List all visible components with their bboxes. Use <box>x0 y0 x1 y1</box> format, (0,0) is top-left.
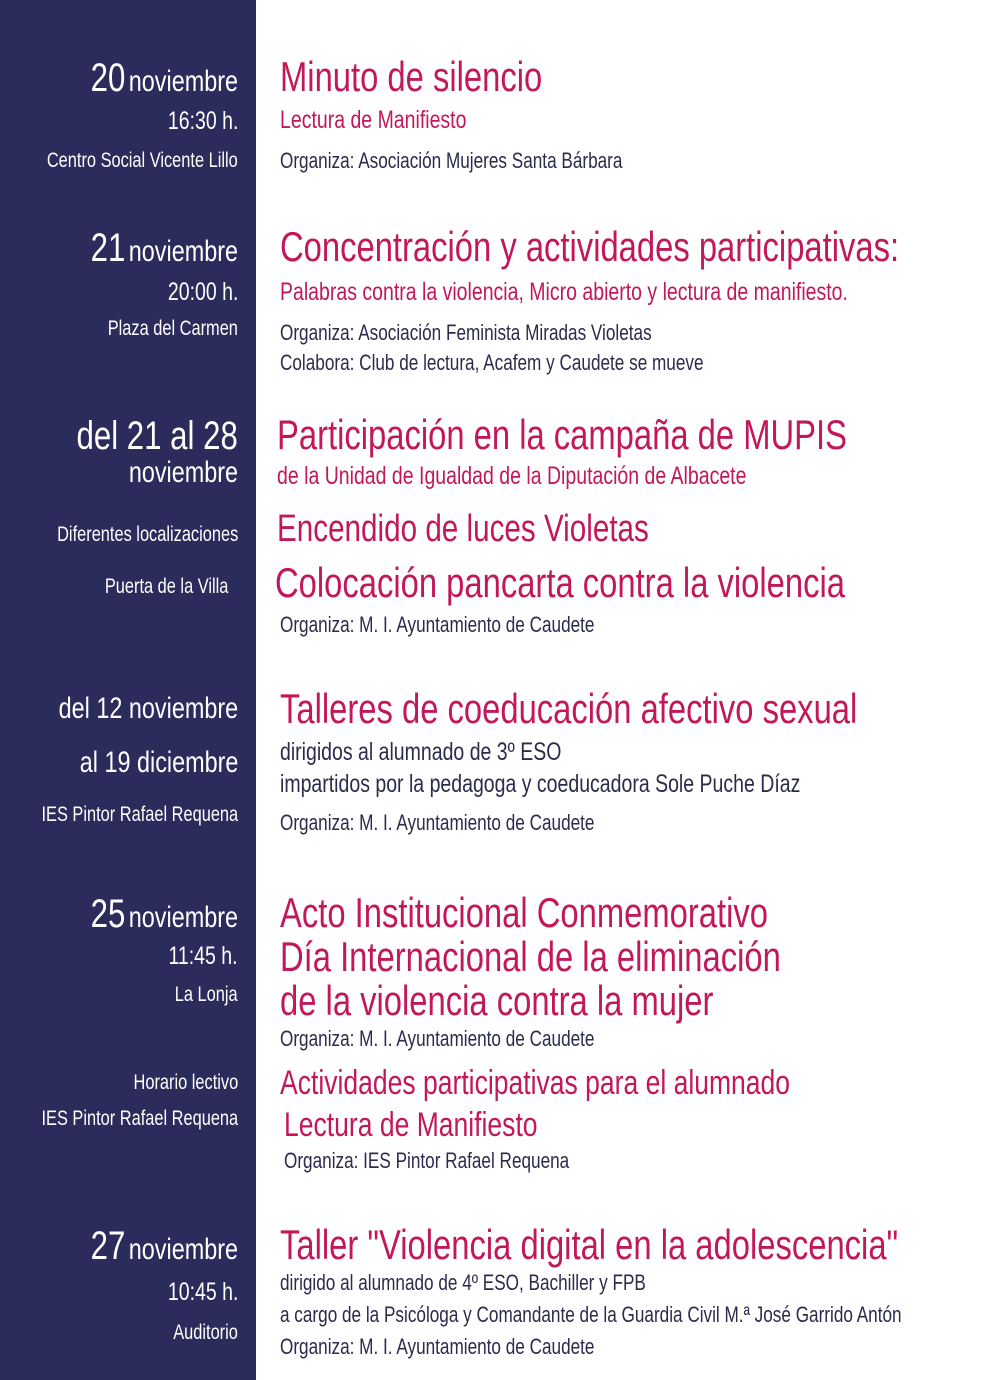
event-date: del 21 al 28 <box>76 414 238 458</box>
event-title: Talleres de coeducación afectivo sexual <box>280 685 858 732</box>
event-location: IES Pintor Rafael Requena <box>41 803 238 826</box>
event-title: Concentración y actividades participativas: <box>280 223 900 270</box>
event-organizer: Organiza: M. I. Ayuntamiento de Caudete <box>280 1334 595 1359</box>
event-title: Acto Institucional Conmemorativo <box>280 889 768 936</box>
event-time: 20:00 h. <box>167 278 238 306</box>
event-location: IES Pintor Rafael Requena <box>41 1107 238 1130</box>
event-date: 27 noviembre <box>90 1224 238 1268</box>
event-time: 11:45 h. <box>168 942 238 970</box>
event-organizer: Organiza: Asociación Feminista Miradas Violetas <box>280 320 652 345</box>
event-title: de la violencia contra la mujer <box>280 977 714 1024</box>
event-time: 10:45 h. <box>167 1278 238 1306</box>
event-title: Minuto de silencio <box>280 53 543 100</box>
event-title: Día Internacional de la eliminación <box>280 933 781 980</box>
date-sidebar <box>0 0 256 1380</box>
event-date: del 12 noviembre <box>58 692 238 725</box>
event-location: Auditorio <box>173 1321 238 1344</box>
event-subtitle: Palabras contra la violencia, Micro abierto y lectura de manifiesto. <box>280 278 848 306</box>
event-date-end: al 19 diciembre <box>79 746 238 779</box>
event-subtitle: Colocación pancarta contra la violencia <box>275 559 845 606</box>
event-subtitle: Encendido de luces Violetas <box>277 508 649 550</box>
event-organizer: Organiza: IES Pintor Rafael Requena <box>284 1148 570 1173</box>
event-location: Centro Social Vicente Lillo <box>47 149 238 172</box>
event-description: dirigidos al alumnado de 3º ESO <box>280 738 562 766</box>
event-subtitle: de la Unidad de Igualdad de la Diputación de Albacete <box>277 462 747 490</box>
event-location: Puerta de la Villa <box>104 575 228 598</box>
event-location: Diferentes localizaciones <box>56 523 238 546</box>
event-organizer: Organiza: M. I. Ayuntamiento de Caudete <box>280 1026 595 1051</box>
event-description: impartidos por la pedagoga y coeducadora Sole Puche Díaz <box>280 770 801 798</box>
event-subtitle: Lectura de Manifiesto <box>280 106 467 134</box>
event-organizer: Organiza: Asociación Mujeres Santa Bárbara <box>280 148 623 173</box>
event-description: a cargo de la Psicóloga y Comandante de la Guardia Civil M.ª José Garrido Antón <box>280 1302 902 1327</box>
event-title: Participación en la campaña de MUPIS <box>277 411 847 458</box>
event-date-unit: noviembre <box>128 456 238 489</box>
event-subtitle: Actividades participativas para el alumnado <box>280 1064 791 1102</box>
event-organizer: Organiza: M. I. Ayuntamiento de Caudete <box>280 810 595 835</box>
event-collaborator: Colabora: Club de lectura, Acafem y Caudete se mueve <box>280 350 704 375</box>
event-date: 25 noviembre <box>90 892 238 936</box>
event-description: dirigido al alumnado de 4º ESO, Bachiller y FPB <box>280 1270 646 1295</box>
event-time: Horario lectivo <box>133 1071 238 1094</box>
event-organizer: Organiza: M. I. Ayuntamiento de Caudete <box>280 612 595 637</box>
event-time: 16:30 h. <box>167 107 238 135</box>
event-subtitle: Lectura de Manifiesto <box>284 1106 538 1144</box>
event-date: 21 noviembre <box>90 226 238 270</box>
event-title: Taller "Violencia digital en la adolescencia" <box>280 1221 899 1268</box>
event-location: La Lonja <box>175 983 238 1006</box>
event-location: Plaza del Carmen <box>107 317 238 340</box>
event-date: 20 noviembre <box>90 56 238 100</box>
